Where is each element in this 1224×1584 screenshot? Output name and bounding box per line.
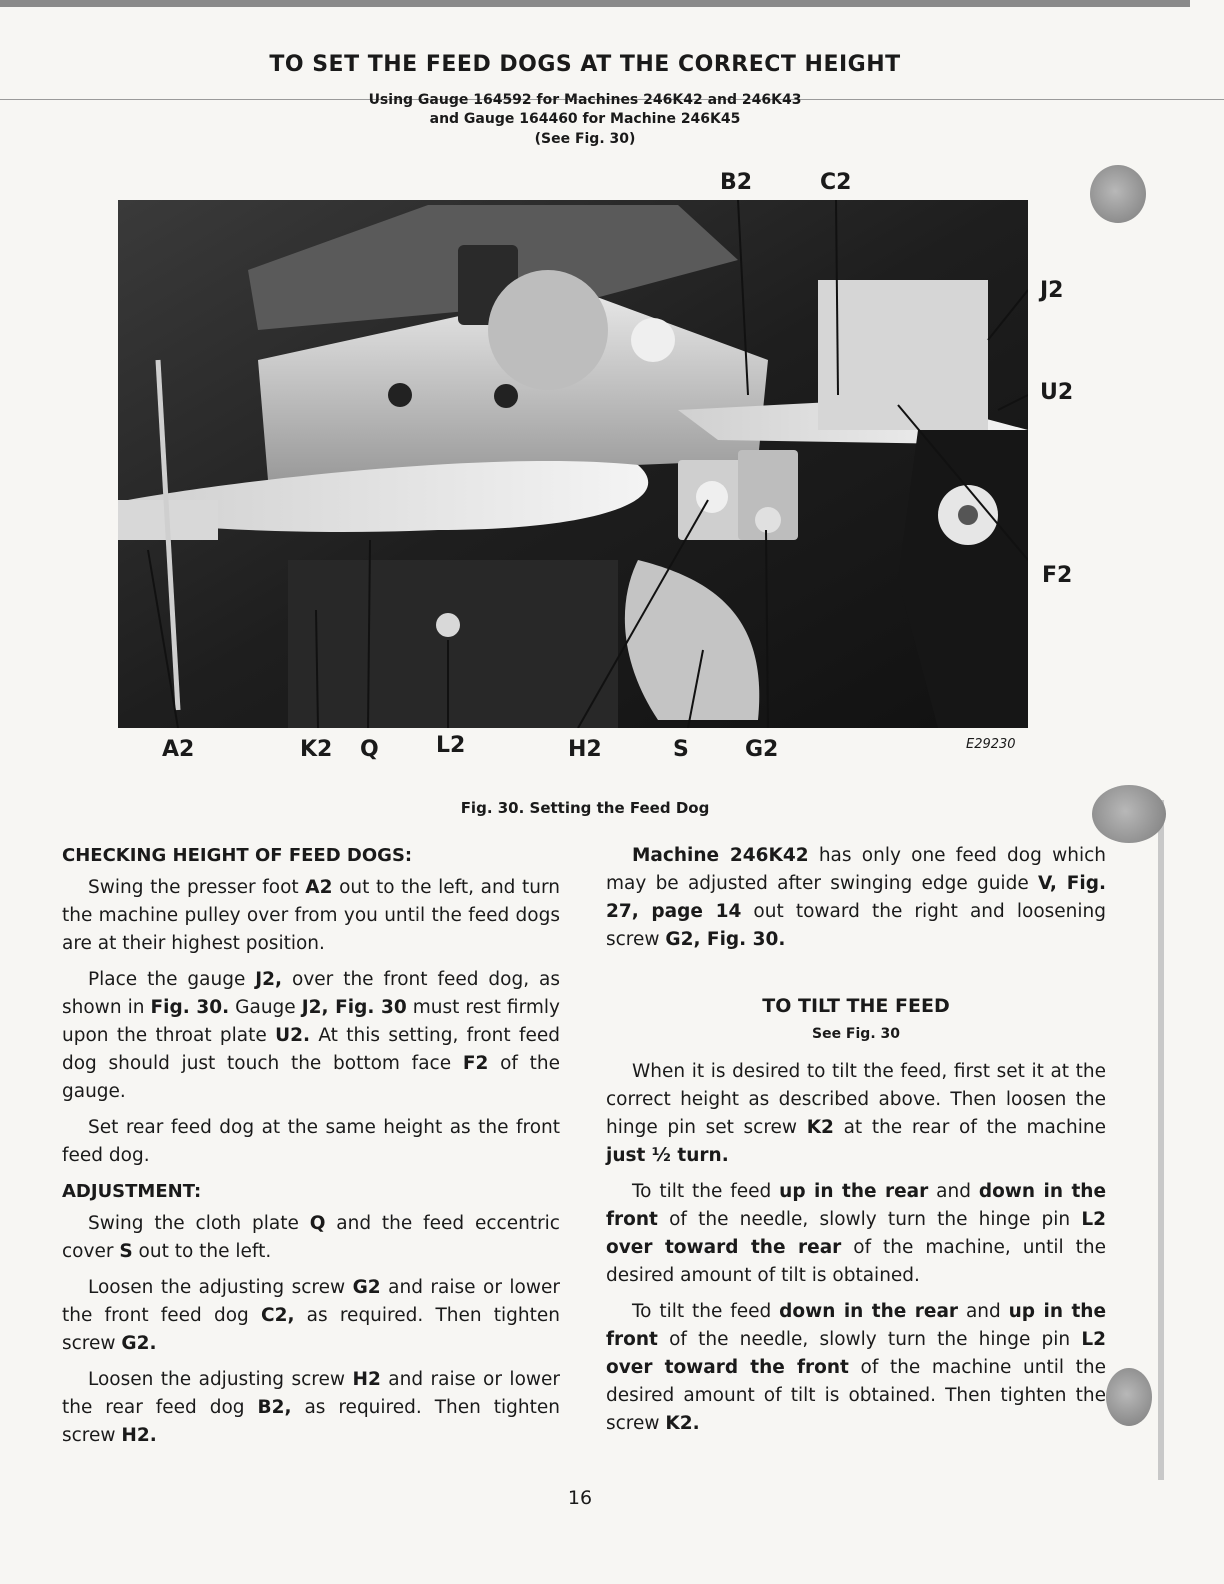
binder-hole-top [1090,165,1146,223]
callout-a2: A2 [162,737,195,762]
machine-note: Machine 246K42 has only one feed dog which may be adjusted after swinging edge guide V, Fig. 27, page 14 out toward the right and loosening screw G2, Fig. 30. [606,845,1107,950]
callout-s: S [673,737,689,762]
callout-b2: B2 [720,170,753,195]
figure-caption: Fig. 30. Setting the Feed Dog [460,799,710,817]
gauge-line-1: Using Gauge 164592 for Machines 246K42 and 246K43 [368,92,802,108]
checking-para-1: Swing the presser foot A2 out to the left, and turn the machine pulley over from you until the feed dogs are at their highest position. [62,877,561,954]
callout-k2: K2 [300,737,333,762]
checking-heading: CHECKING HEIGHT OF FEED DOGS: [62,845,413,866]
feed-dog-photo [118,200,1028,728]
checking-para-2: Place the gauge J2, over the front feed dog, as shown in Fig. 30. Gauge J2, Fig. 30 must rest firmly upon the throat plate U2. At this setting, front feed dog should just touch the bottom face F2 of the gauge. [62,969,561,1102]
callout-f2: F2 [1042,563,1073,588]
checking-para-3: Set rear feed dog at the same height as the front feed dog. [62,1117,560,1166]
adjustment-para-1: Swing the cloth plate Q and the feed eccentric cover S out to the left. [62,1213,560,1262]
callout-q: Q [360,737,379,762]
top-border-rule [0,0,1190,7]
gauge-line-3: (See Fig. 30) [534,131,636,147]
page-title: TO SET THE FEED DOGS AT THE CORRECT HEIGHT [269,52,901,77]
page-number: 16 [567,1487,593,1509]
callout-l2: L2 [436,733,466,758]
figure-number: E29230 [966,737,1016,752]
tilt-heading: TO TILT THE FEED [762,995,950,1017]
callout-g2: G2 [745,737,779,762]
gauge-line-2: and Gauge 164460 for Machine 246K45 [429,111,741,127]
callout-j2: J2 [1040,278,1064,303]
adjustment-para-2: Loosen the adjusting screw G2 and raise or lower the front feed dog C2, as required. Then tighten screw G2. [62,1277,561,1354]
adjustment-heading: ADJUSTMENT: [62,1181,202,1202]
tilt-para-3: To tilt the feed down in the rear and up in the front of the needle, slowly turn the hinge pin L2 over toward the front of the machine until the desired amount of tilt is obtained. Then tighten the screw K2. [606,1301,1107,1434]
adjustment-para-3: Loosen the adjusting screw H2 and raise or lower the rear feed dog B2, as required. Then tighten screw H2. [62,1369,561,1446]
binder-hole-bottom [1106,1368,1152,1426]
left-column [62,842,560,1458]
callout-c2: C2 [820,170,852,195]
callout-u2: U2 [1040,380,1074,405]
tilt-subheading: See Fig. 30 [811,1026,900,1042]
callout-h2: H2 [568,737,602,762]
right-column [606,842,1106,1446]
tilt-para-1: When it is desired to tilt the feed, first set it at the correct height as described above. Then loosen the hinge pin set screw K2 at the rear of the machine just ½ turn. [606,1061,1106,1166]
tilt-para-2: To tilt the feed up in the rear and down in the front of the needle, slowly turn the hinge pin L2 over toward the rear of the machine, until the desired amount of tilt is obtained. [606,1181,1107,1286]
page-right-edge [1158,800,1164,1480]
